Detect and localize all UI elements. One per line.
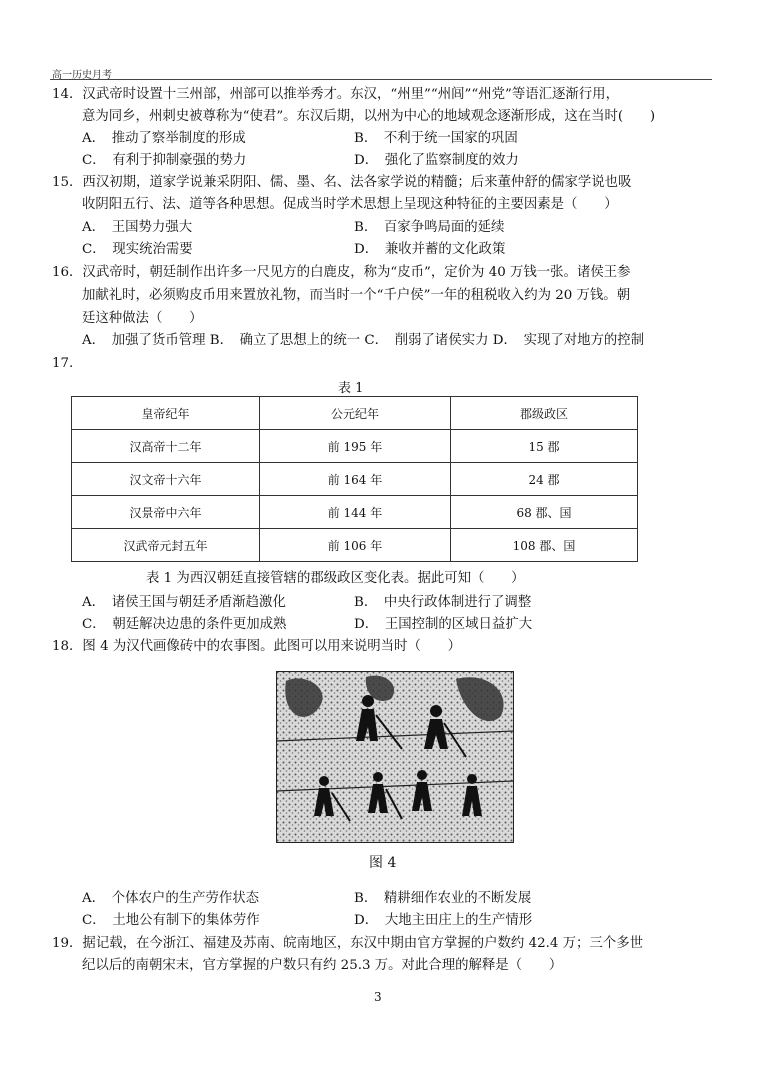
q18-stem: 18．图 4 为汉代画像砖中的农事图。此图可以用来说明当时（ ） [52,639,462,654]
table-title: 表 1 [338,381,364,396]
q17-option-d: D． 王国控制的区域日益扩大 [354,617,533,632]
exam-header: 高一历史月考 [52,70,112,81]
q15-stem-line2: 收阴阳五行、法、道等各种思想。促成当时学术思想上呈现这种特征的主要因素是（ ） [82,197,618,212]
table-cell: 汉文帝十六年 [72,463,260,496]
q16-stem-line1: 16．汉武帝时，朝廷制作出许多一尺见方的白鹿皮，称为“皮币”，定价为 40 万钱一张。诸侯王参 [52,265,631,280]
q15-option-d: D． 兼收并蓄的文化政策 [354,242,506,257]
q17-stem: 表 1 为西汉朝廷直接管辖的郡级政区变化表。据此可知（ ） [146,571,525,586]
q19-stem-line2: 纪以后的南朝宋末，官方掌握的户数只有约 25.3 万。对此合理的解释是（ ） [82,958,563,973]
q16-stem-line2: 加献礼时，必须购皮币用来置放礼物，而当时一个“千户侯”一年的租税收入约为 20 万钱。朝 [82,288,631,303]
table-header-cell: 公元纪年 [260,397,451,430]
q14-stem-line2: 意为同乡，州刺史被尊称为“使君”。东汉后期，以州为中心的地域观念逐渐形成，这在当时( ) [82,109,656,124]
table-cell: 汉武帝元封五年 [72,529,260,562]
q16-options: A． 加强了货币管理 B． 确立了思想上的统一 C． 削弱了诸侯实力 D． 实现了对地方的控制 [82,333,645,348]
table-cell: 108 郡、国 [451,529,638,562]
figure-caption: 图 4 [369,855,397,871]
jurisdiction-table [71,396,638,562]
q15-stem-line1: 15．西汉初期，道家学说兼采阴阳、儒、墨、名、法各家学说的精髓；后来董仲舒的儒家学说也吸 [52,175,632,190]
table-cell: 24 郡 [451,463,638,496]
farming-relief-image [276,671,514,843]
table-row [72,496,638,529]
q18-option-d: D． 大地主田庄上的生产情形 [354,913,533,928]
table-cell: 汉景帝中六年 [72,496,260,529]
q15-option-b: B． 百家争鸣局面的延续 [354,220,505,235]
table-header-cell: 郡级政区 [451,397,638,430]
q14-option-b: B． 不利于统一国家的巩固 [354,131,518,146]
table-row [72,463,638,496]
q14-option-d: D． 强化了监察制度的效力 [354,153,519,168]
q15-option-a: A． 王国势力强大 [82,220,193,235]
table-row [72,430,638,463]
q18-option-c: C． 土地公有制下的集体劳作 [82,913,260,928]
q15-option-c: C． 现实统治需要 [82,242,193,257]
q14-stem-line1: 14．汉武帝时设置十三州部，州部可以推举秀才。东汉，“州里”“州闾”“州党”等语汇逐渐行用， [52,87,619,102]
table-cell: 汉高帝十二年 [72,430,260,463]
q17-number: 17. [52,356,74,371]
page-number: 3 [374,990,382,1004]
q17-option-c: C． 朝廷解决边患的条件更加成熟 [82,617,287,632]
table-cell: 前 164 年 [260,463,451,496]
table-header-cell: 皇帝纪年 [72,397,260,430]
header-divider [50,79,712,80]
table-header-row [72,397,638,430]
q16-stem-line3: 廷这种做法（ ） [82,311,203,326]
table-cell: 前 195 年 [260,430,451,463]
q17-option-b: B． 中央行政体制进行了调整 [354,595,532,610]
table-cell: 15 郡 [451,430,638,463]
table-cell: 前 144 年 [260,496,451,529]
table-cell: 68 郡、国 [451,496,638,529]
q17-option-a: A． 诸侯王国与朝廷矛盾渐趋激化 [82,595,286,610]
q18-option-b: B． 精耕细作农业的不断发展 [354,891,532,906]
table-row [72,529,638,562]
table-cell: 前 106 年 [260,529,451,562]
q14-option-c: C． 有利于抑制豪强的势力 [82,153,247,168]
q14-option-a: A． 推动了察举制度的形成 [82,131,246,146]
q19-stem-line1: 19．据记载，在今浙江、福建及苏南、皖南地区，东汉中期由官方掌握的户数约 42.4 万；三个多世 [52,936,643,951]
q18-option-a: A． 个体农户的生产劳作状态 [82,891,260,906]
